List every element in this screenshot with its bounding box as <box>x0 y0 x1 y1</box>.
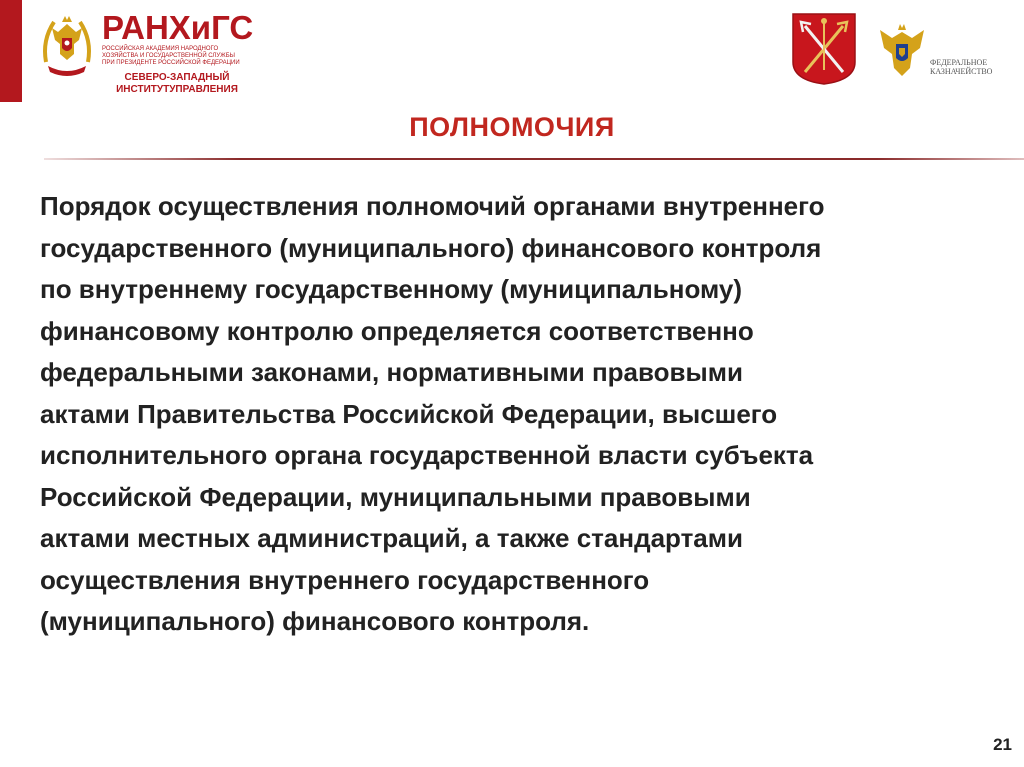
ranepa-branch-name <box>102 72 252 96</box>
body-line: государственного (муниципального) финансового контроля <box>40 232 822 263</box>
ranepa-logo <box>38 8 254 100</box>
treasury-eagle-icon <box>876 22 928 82</box>
spb-coat-of-arms-icon <box>791 12 857 86</box>
body-line: по внутреннему государственному (муниципальному) <box>40 274 742 304</box>
ranepa-name: РАНХиГС <box>102 9 254 46</box>
ranepa-branch-line1: СЕВЕРО-ЗАПАДНЫЙ <box>124 72 230 83</box>
ranepa-branch-line2: ИНСТИТУТУПРАВЛЕНИЯ <box>116 84 238 95</box>
body-line: актами Правительства Российской Федерации, высшего <box>40 398 778 429</box>
slide-title: ПОЛНОМОЧИЯ <box>409 112 615 142</box>
left-accent-stripe <box>0 0 22 102</box>
treasury-label <box>930 58 992 76</box>
body-paragraph <box>40 186 990 643</box>
ranepa-emblem-icon <box>38 10 96 80</box>
body-line: исполнительного органа государственной власти субъекта <box>40 440 814 470</box>
page-number: 21 <box>993 735 1012 754</box>
federal-treasury-logo <box>876 22 991 82</box>
treasury-label-line1: ФЕДЕРАЛЬНОЕ <box>930 58 988 67</box>
title-divider <box>44 158 1024 160</box>
body-line: актами местных администраций, а также стандартами <box>40 523 743 553</box>
body-line: осуществления внутреннего государственного <box>40 564 650 595</box>
body-line: Российской Федерации, муниципальными правовыми <box>40 481 751 512</box>
treasury-label-line2: КАЗНАЧЕЙСТВО <box>930 67 993 76</box>
body-line: (муниципального) финансового контроля. <box>40 606 590 636</box>
ranepa-full-name: РОССИЙСКАЯ АКАДЕМИЯ НАРОДНОГО ХОЗЯЙСТВА И ГОСУДАРСТВЕННОЙ СЛУЖБЫ ПРИ ПРЕЗИДЕНТЕ РОССИЙСКОЙ ФЕДЕРАЦИИ <box>102 46 240 66</box>
body-line: Порядок осуществления полномочий органами внутреннего <box>40 191 825 221</box>
body-line: федеральными законами, нормативными правовыми <box>40 357 743 387</box>
body-line: финансовому контролю определяется соответственно <box>40 315 754 346</box>
